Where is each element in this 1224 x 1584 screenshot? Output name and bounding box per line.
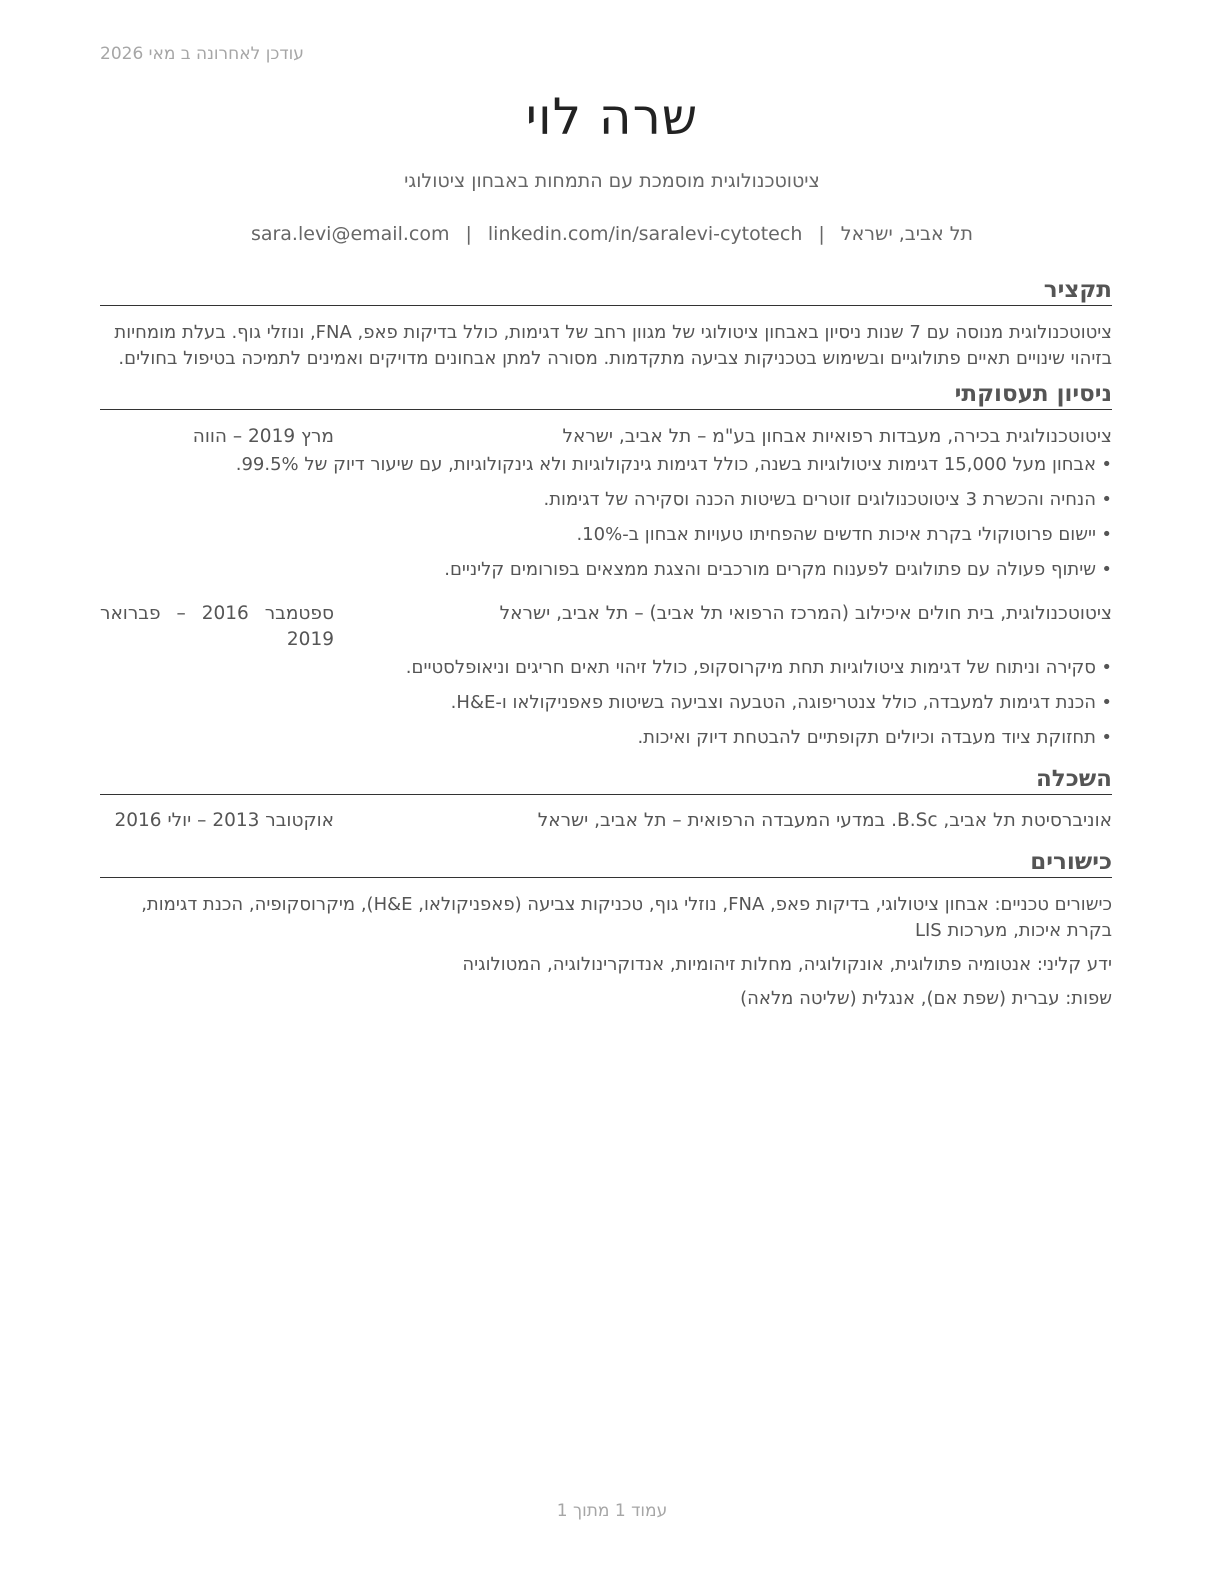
skills-list bbox=[100, 892, 1112, 1012]
summary-heading: תקציר bbox=[100, 276, 1112, 306]
summary-text: ציטוטכנולוגית מנוסה עם 7 שנות ניסיון באבחון ציטולוגי של מגוון רחב של דגימות, כולל בדיקות פאפ, FNA, ונוזלי גוף. בעלת מומחיות בזיהוי שינויים תאיים פתולוגיים ובשימוש בטכניקות צביעה מתקדמות. מסורה למתן אבחונים מדויקים ואמינים לתמיכה בטיפול בחולים. bbox=[114, 322, 1112, 369]
education-degree: אוניברסיטת תל אביב, B.Sc. במדעי המעבדה הרפואית – תל אביב, ישראל bbox=[537, 810, 1112, 831]
education-heading: השכלה bbox=[100, 765, 1112, 795]
job-dates: מרץ 2019 – הווה bbox=[192, 426, 334, 447]
contact-email[interactable]: sara.levi@email.com bbox=[250, 223, 450, 245]
job-bullets bbox=[100, 655, 1112, 751]
education-entry bbox=[100, 808, 1112, 834]
education-dates: אוקטובר 2013 – יולי 2016 bbox=[114, 810, 334, 831]
contact-linkedin[interactable]: linkedin.com/in/saralevi-cytotech bbox=[487, 223, 803, 245]
experience-heading: ניסיון תעסוקתי bbox=[100, 380, 1112, 410]
job-header bbox=[100, 601, 1112, 653]
skills-languages: שפות: עברית (שפת אם), אנגלית (שליטה מלאה) bbox=[740, 988, 1112, 1009]
list-item: • יישום פרוטוקולי בקרת איכות חדשים שהפחיתו טעויות אבחון ב-10%. bbox=[100, 522, 1112, 548]
list-item: • תחזוקת ציוד מעבדה וכיולים תקופתיים להבטחת דיוק ואיכות. bbox=[100, 725, 1112, 751]
last-updated-note: עודכן לאחרונה ב מאי 2026 bbox=[100, 44, 304, 64]
skills-heading: כישורים bbox=[100, 848, 1112, 878]
contact-location: תל אביב, ישראל bbox=[840, 223, 974, 245]
list-item: • אבחון מעל 15,000 דגימות ציטולוגיות בשנה, כולל דגימות גינקולוגיות ולא גינקולוגיות, עם שיעור דיוק של 99.5%. bbox=[100, 452, 1112, 478]
contact-separator: | bbox=[465, 223, 472, 245]
contact-separator: | bbox=[818, 223, 825, 245]
resume-content bbox=[100, 276, 1112, 1020]
job-entry bbox=[100, 601, 1112, 751]
skills-clinical: ידע קליני: אנטומיה פתולוגית, אונקולוגיה, מחלות זיהומיות, אנדוקרינולוגיה, המטולוגיה bbox=[462, 954, 1112, 975]
job-title: ציטוטכנולוגית בכירה, מעבדות רפואיות אבחון בע"מ – תל אביב, ישראל bbox=[562, 426, 1112, 447]
job-header bbox=[100, 424, 1112, 450]
list-item: • הנחיה והכשרת 3 ציטוטכנולוגים זוטרים בשיטות הכנה וסקירה של דגימות. bbox=[100, 487, 1112, 513]
job-entry bbox=[100, 424, 1112, 583]
list-item: • סקירה וניתוח של דגימות ציטולוגיות תחת מיקרוסקופ, כולל זיהוי תאים חריגים וניאופלסטיים. bbox=[100, 655, 1112, 681]
job-title: ציטוטכנולוגית, בית חולים איכילוב (המרכז הרפואי תל אביב) – תל אביב, ישראל bbox=[499, 603, 1112, 624]
page-number: עמוד 1 מתוך 1 bbox=[556, 1501, 668, 1521]
job-dates: ספטמבר 2016 – פברואר 2019 bbox=[100, 603, 334, 650]
list-item: • הכנת דגימות למעבדה, כולל צנטריפוגה, הטבעה וצביעה בשיטות פאפניקולאו ו-H&E. bbox=[100, 690, 1112, 716]
skills-technical: כישורים טכניים: אבחון ציטולוגי, בדיקות פאפ, FNA, נוזלי גוף, טכניקות צביעה (פאפניקולאו, H&E), מיקרוסקופיה, הכנת דגימות, בקרת איכות, מערכות LIS bbox=[141, 894, 1112, 941]
candidate-name: שרה לוי bbox=[525, 88, 699, 146]
professional-title: ציטוטכנולוגית מוסמכת עם התמחות באבחון ציטולוגי bbox=[404, 170, 820, 192]
job-bullets bbox=[100, 452, 1112, 583]
contact-line bbox=[0, 223, 1224, 245]
list-item: • שיתוף פעולה עם פתולוגים לפענוח מקרים מורכבים והצגת ממצאים בפורומים קליניים. bbox=[100, 557, 1112, 583]
